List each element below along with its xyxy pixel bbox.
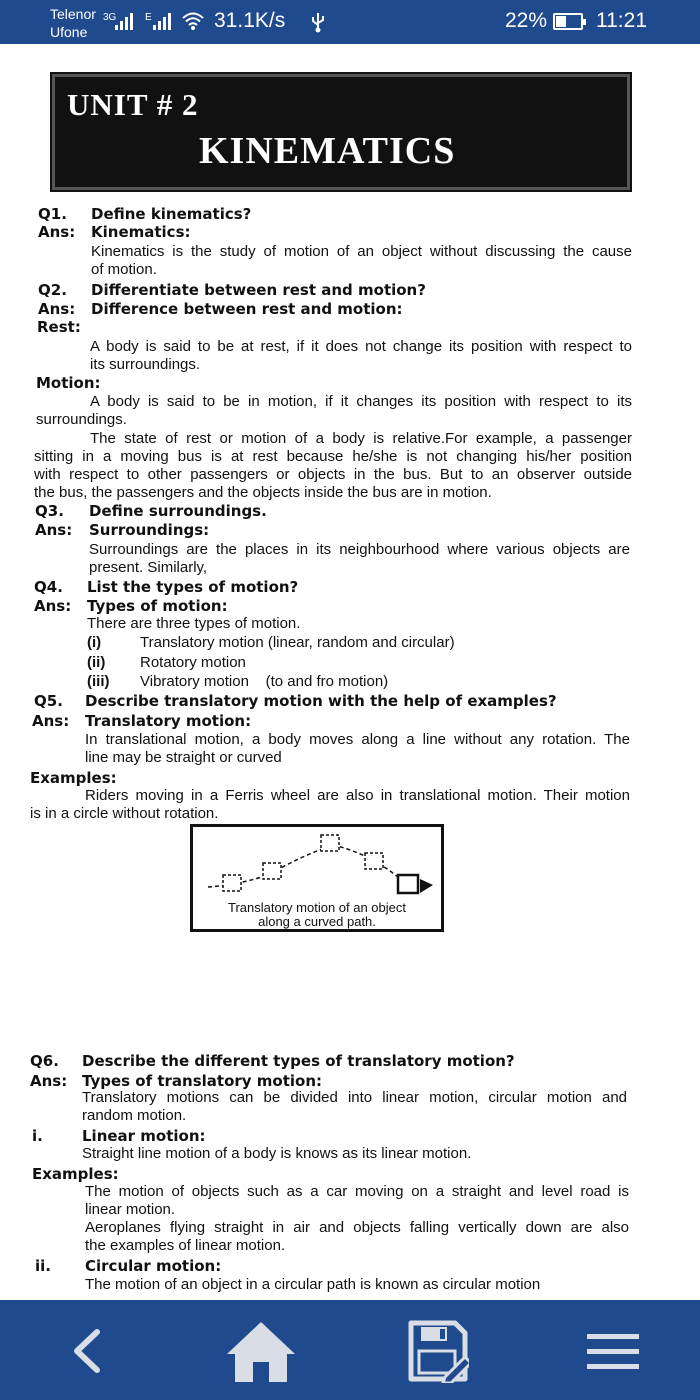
signal-icon-2 xyxy=(153,10,171,30)
q6-example-line: the examples of linear motion. xyxy=(85,1237,286,1254)
q1-answer-line: of motion. xyxy=(91,261,157,278)
q6-subitem-number: i. xyxy=(32,1127,43,1145)
q3-answer-line: Surroundings are the places in its neighbourhood where various objects are xyxy=(89,541,630,558)
q3-number: Q3. xyxy=(35,502,64,520)
battery-percent: 22% xyxy=(505,9,548,32)
q6-example-line: The motion of objects such as a car moving on a straight and level road is xyxy=(85,1183,629,1200)
q6-question: Describe the different types of translatory motion? xyxy=(82,1052,515,1070)
q1-answer-line: Kinematics is the study of motion of an object without discussing the cause xyxy=(91,243,632,260)
relative-line: the bus, the passengers and the objects inside the bus are in motion. xyxy=(34,484,492,501)
q2-ans-heading: Difference between rest and motion: xyxy=(91,300,403,318)
carrier-2: Ufone xyxy=(50,24,88,40)
network-type-1: 3G xyxy=(103,12,117,23)
q6-example-line: Aeroplanes flying straight in air and objects falling vertically down are also xyxy=(85,1219,629,1236)
motion-line: A body is said to be in motion, if it changes its position with respect to its xyxy=(90,393,632,410)
circular-motion-heading: Circular motion: xyxy=(85,1257,222,1275)
list-item-number: (i) xyxy=(87,634,102,651)
q5-example-line: Riders moving in a Ferris wheel are also in translational motion. Their motion xyxy=(85,787,630,804)
carrier-names xyxy=(50,5,96,41)
q5-answer-line: In translational motion, a body moves along a line without any rotation. The xyxy=(85,731,630,748)
home-icon xyxy=(223,1318,299,1384)
motion-label: Motion: xyxy=(36,374,101,392)
q6-answer-line: Translatory motions can be divided into linear motion, circular motion and xyxy=(82,1089,627,1106)
back-icon xyxy=(67,1326,107,1376)
q6-ans-label: Ans: xyxy=(30,1072,68,1090)
rest-line: A body is said to be at rest, if it does not change its position with respect to xyxy=(90,338,632,355)
menu-button[interactable] xyxy=(568,1320,658,1382)
q3-question: Define surroundings. xyxy=(89,502,267,520)
q5-answer-line: line may be straight or curved xyxy=(85,749,282,766)
translatory-motion-figure xyxy=(190,824,444,932)
home-button[interactable] xyxy=(216,1320,306,1382)
back-button[interactable] xyxy=(42,1320,132,1382)
save-icon xyxy=(405,1319,469,1383)
q4-number: Q4. xyxy=(34,578,63,596)
status-bar xyxy=(0,0,700,44)
document-page xyxy=(0,44,700,1300)
linear-motion-line: Straight line motion of a body is knows as its linear motion. xyxy=(82,1145,472,1162)
q4-ans-heading: Types of motion: xyxy=(87,597,228,615)
network-type-2: E xyxy=(145,12,152,23)
motion-line: surroundings. xyxy=(36,411,127,428)
bottom-nav-bar xyxy=(0,1300,700,1400)
relative-line: sitting in a moving bus is at rest because he/she is not changing his/her position xyxy=(34,448,632,465)
q1-question: Define kinematics? xyxy=(91,205,252,223)
q6-examples-label: Examples: xyxy=(32,1165,119,1183)
battery-icon xyxy=(553,13,583,30)
unit-banner xyxy=(52,74,630,190)
q3-answer-line: present. Similarly, xyxy=(89,559,208,576)
relative-line: with respect to other passengers or objects in the bus. But to an observer outside xyxy=(34,466,632,483)
wifi-icon xyxy=(181,11,205,31)
circular-motion-line: The motion of an object in a circular path is known as circular motion xyxy=(85,1276,541,1293)
q6-number: Q6. xyxy=(30,1052,59,1070)
q1-number: Q1. xyxy=(38,205,67,223)
list-item: Vibratory motion (to and fro motion) xyxy=(140,673,389,690)
carrier-1: Telenor xyxy=(50,6,96,22)
rest-label: Rest: xyxy=(37,318,81,336)
q6-subitem-number: ii. xyxy=(35,1257,51,1275)
q3-ans-label: Ans: xyxy=(35,521,73,539)
clock-time: 11:21 xyxy=(596,9,647,32)
rest-line: its surroundings. xyxy=(90,356,201,373)
q5-number: Q5. xyxy=(34,692,63,710)
save-button[interactable] xyxy=(392,1320,482,1382)
q3-ans-heading: Surroundings: xyxy=(89,521,210,539)
figure-caption: along a curved path. xyxy=(258,914,376,929)
curved-path-illustration xyxy=(193,827,441,905)
list-item-number: (ii) xyxy=(87,654,106,671)
q4-question: List the types of motion? xyxy=(87,578,299,596)
q5-ans-label: Ans: xyxy=(32,712,70,730)
figure-caption: Translatory motion of an object xyxy=(228,900,406,915)
network-speed: 31.1K/s xyxy=(214,9,286,32)
unit-number: UNIT # 2 xyxy=(67,87,199,122)
q5-question: Describe translatory motion with the help of examples? xyxy=(85,692,557,710)
signal-icon xyxy=(115,10,133,30)
q5-example-line: is in a circle without rotation. xyxy=(30,805,219,822)
q1-ans-label: Ans: xyxy=(38,223,76,241)
q1-ans-heading: Kinematics: xyxy=(91,223,191,241)
list-item: Rotatory motion xyxy=(140,654,246,671)
q2-question: Differentiate between rest and motion? xyxy=(91,281,426,299)
q4-intro: There are three types of motion. xyxy=(87,615,301,632)
list-item: Translatory motion (linear, random and circular) xyxy=(140,634,455,651)
q6-ans-heading: Types of translatory motion: xyxy=(82,1072,323,1090)
relative-line: The state of rest or motion of a body is relative.For example, a passenger xyxy=(90,430,632,447)
q5-examples-label: Examples: xyxy=(30,769,117,787)
q5-ans-heading: Translatory motion: xyxy=(85,712,252,730)
q6-example-line: linear motion. xyxy=(85,1201,176,1218)
usb-icon xyxy=(310,11,326,33)
q2-number: Q2. xyxy=(38,281,67,299)
q4-ans-label: Ans: xyxy=(34,597,72,615)
q2-ans-label: Ans: xyxy=(38,300,76,318)
q6-answer-line: random motion. xyxy=(82,1107,187,1124)
linear-motion-heading: Linear motion: xyxy=(82,1127,206,1145)
unit-title: KINEMATICS xyxy=(199,130,456,172)
list-item-number: (iii) xyxy=(87,673,110,690)
menu-icon xyxy=(585,1331,641,1371)
